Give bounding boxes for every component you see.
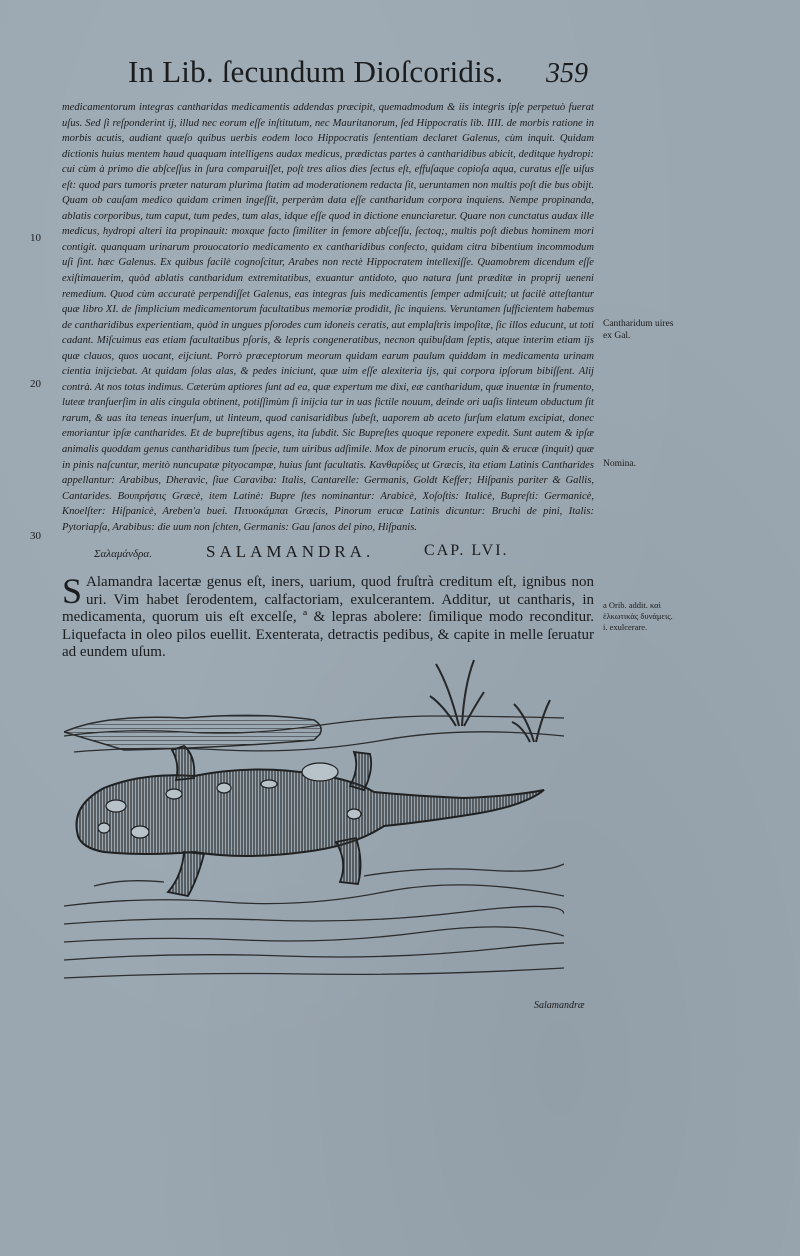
header-title: In Lib. ſecundum Dioſcoridis. — [128, 54, 504, 89]
salamander-woodcut-image — [64, 656, 564, 994]
chapter-title: SALAMANDRA. — [206, 542, 375, 561]
line-number-10: 10 — [30, 232, 41, 244]
line-number-20: 20 — [30, 378, 41, 390]
drop-cap: S — [62, 571, 83, 611]
chapter-paragraph — [62, 571, 594, 662]
chapter-number: CAP. LVI. — [424, 542, 509, 559]
margin-note-cantharidum: Cantharidum uires ex Gal. — [603, 319, 674, 341]
chapter-heading — [94, 542, 614, 566]
figure-caption: Salamandræ — [534, 1000, 585, 1011]
margin-note-orib: a Orib. addit. καὶ ἑλκωτικὰς δυνάμεις. i. exulcerare. — [603, 600, 673, 632]
page-number: 359 — [546, 58, 588, 89]
line-number-30: 30 — [30, 530, 41, 542]
commentary-text: medicamentorum integras cantharidas medicamentis addendas præcipit, quemadmodum & iis integris ipſe perpetuò fuerat uſus. Sed ſi reſponderint ij, illud nec eorum eſſe inſtitutum, nec Mauritanorum, ſed Hippocratis lib. IIII. de morbis ratione in morbis acutis, audiant quæſo quibus uerbis eodem loco Hippocratis ſententiam declaret Galenus, cùm inquit. Quidam dictionis huius mentem haud quaquam intelligens audax medicus, prædictas partes à cantharidibus abicit, deditque hydropi: cui cùm à primo die abſceſſus in ſura comparuiſſet, poſt tres alios dies ſectus eſt, effuſaque copioſa aqua, curatus eſſe uiſus eſt: quod pars tumoris præter naturam plurima ſtatim ad moderationem redacta ſit, ueruntamen non multis poſt die bus obijt. Quam ob cauſam medico quidam crimen ingeſſit, perperàm data eſſe cantharidum corpora inquiens. Nempe propinanda, ablatis corporibus, tum caput, tum pedes, tum alas, idque eſſe quod in dictione enunciaretur. Quare non cunctatus audax ille medicus, hydropi alteri ita propinauit: moxque facto ſimiliter in femore abſceſſu, ſectoq;, multis poſt diebus hominem mori contigit. quanquam urinarum prouocatorio medicamento ex cantharidibus confecto, quidam citra bibentium incommodum uſi ſint. hæc Galenus. Ex quibus facilè cognoſcitur, Arabes non rectè Hippocratem intellexiſſe. Quamobrem dicendum eſſe exiſtimauerim, quòd ablatis cantharidum extremitatibus, exuantur antidoto, quo natura ſunt præditæ in proprij ueneni remedium. Quod cùm accuratè perpendiſſet Galenus, eas integras ſuis medicamentis ſemper admiſcuit; ut facilè atteſtantur quæ libro XI. de ſimplicium medicamentorum facultatibus memoriæ prodidit, ſic inquiens. Veruntamen ſufficientem habemus de cantharidibus experientiam, quòd in ungues pſorodes cum idoneis ceratis, aut emplaſtris impoſitæ, ſic illos educunt, ut toti cadant. Miſcuimus eas etiam facultatibus pſoris, & lepris congeneratibus, necnon quibuſdam ſeptis, atque interim etiam ijs quæ clauos, quos uocant, eijciunt. Porrò præceptorum meorum quidam earum paulum quiddam in medicamenta urinam cientia inijciebat. At quidam ſolas alas, & pedes iniciunt, quæ uim eſſe alexiteria ijs, qui corpora ipſorum bibiſſent. Alij contrà. At nos totas indimus. Cæterùm aptiores ſunt ad ea, quæ expertum me dixi, eæ cantharidum, quæ inuentæ in frumento, luteæ tranſuerſim in alis cingula obtinent, potiſſimùm ſi inijcia tur in uas fictile nouum, deinde ori uaſis linteum obductum ſit rarum, & uas ita teneas inuerſum, ut linteum, quod canisaridibus ſubeſt, uaporem ab aceto ſurſum elatum excipiat, donec emoriantur ipſæ cantharides. Et de bupreſtibus agens, ita ſubdit. Sic Bupreſtes quoque reponere expedit. Sunt autem & ipſæ animalis quoddam genus cantharidibus tum ſpecie, tum uiribus adſimile. Mox de pinorum erucis, quin & erucæ (inquit) quæ in pinis naſcuntur, meritò nuncupatæ pityocampæ, huius ſunt facultatis. Κανθαρίδες ut Græcis, ita etiam Latinis Cantharides appellantur: Arabibus, Dheravic, ſiue Caraviba: Italis, Cantarelle: Germanis, Goldt Keffer; Hiſpanis pariter & Gallis, Cantarides. Βουπρήστις Græcè, item Latinè: Bupre ſtes nominantur: Arabicè, Xoſoſtis: Italicè, Bupreſti: Germanicè, Knoelſter: Hiſpanicè, Areben'a buei. Πιτυοκάμπαι Græcis, Pinorum erucæ Latinis dicuntur: Bruchi de pini, Italis: Pytoriapſa, Arabibus: die uum non ſchten, Germanis: Gau ſanos del pino, Hiſpanis. — [62, 102, 594, 533]
margin-note-nomina: Nomina. — [603, 459, 636, 469]
greek-name: Σαλαμάνδρα. — [94, 548, 152, 560]
chapter-paragraph-text: Alamandra lacertæ genus eſt, iners, uarium, quod fruſtrà creditum eſt, ignibus non uri. Vim habet ſerodentem, calfactoriam, exulcerantem. Additur, ut cantharis, in medicamenta, quorum uis eſt excelſe, ª & lepras abolere: ſimilique modo reconditur. Liquefacta in oleo pilos euellit. Exenterata, detractis pedibus, & capite in melle ſeruatur ad eundem uſum. — [62, 574, 594, 661]
running-header — [128, 54, 608, 94]
